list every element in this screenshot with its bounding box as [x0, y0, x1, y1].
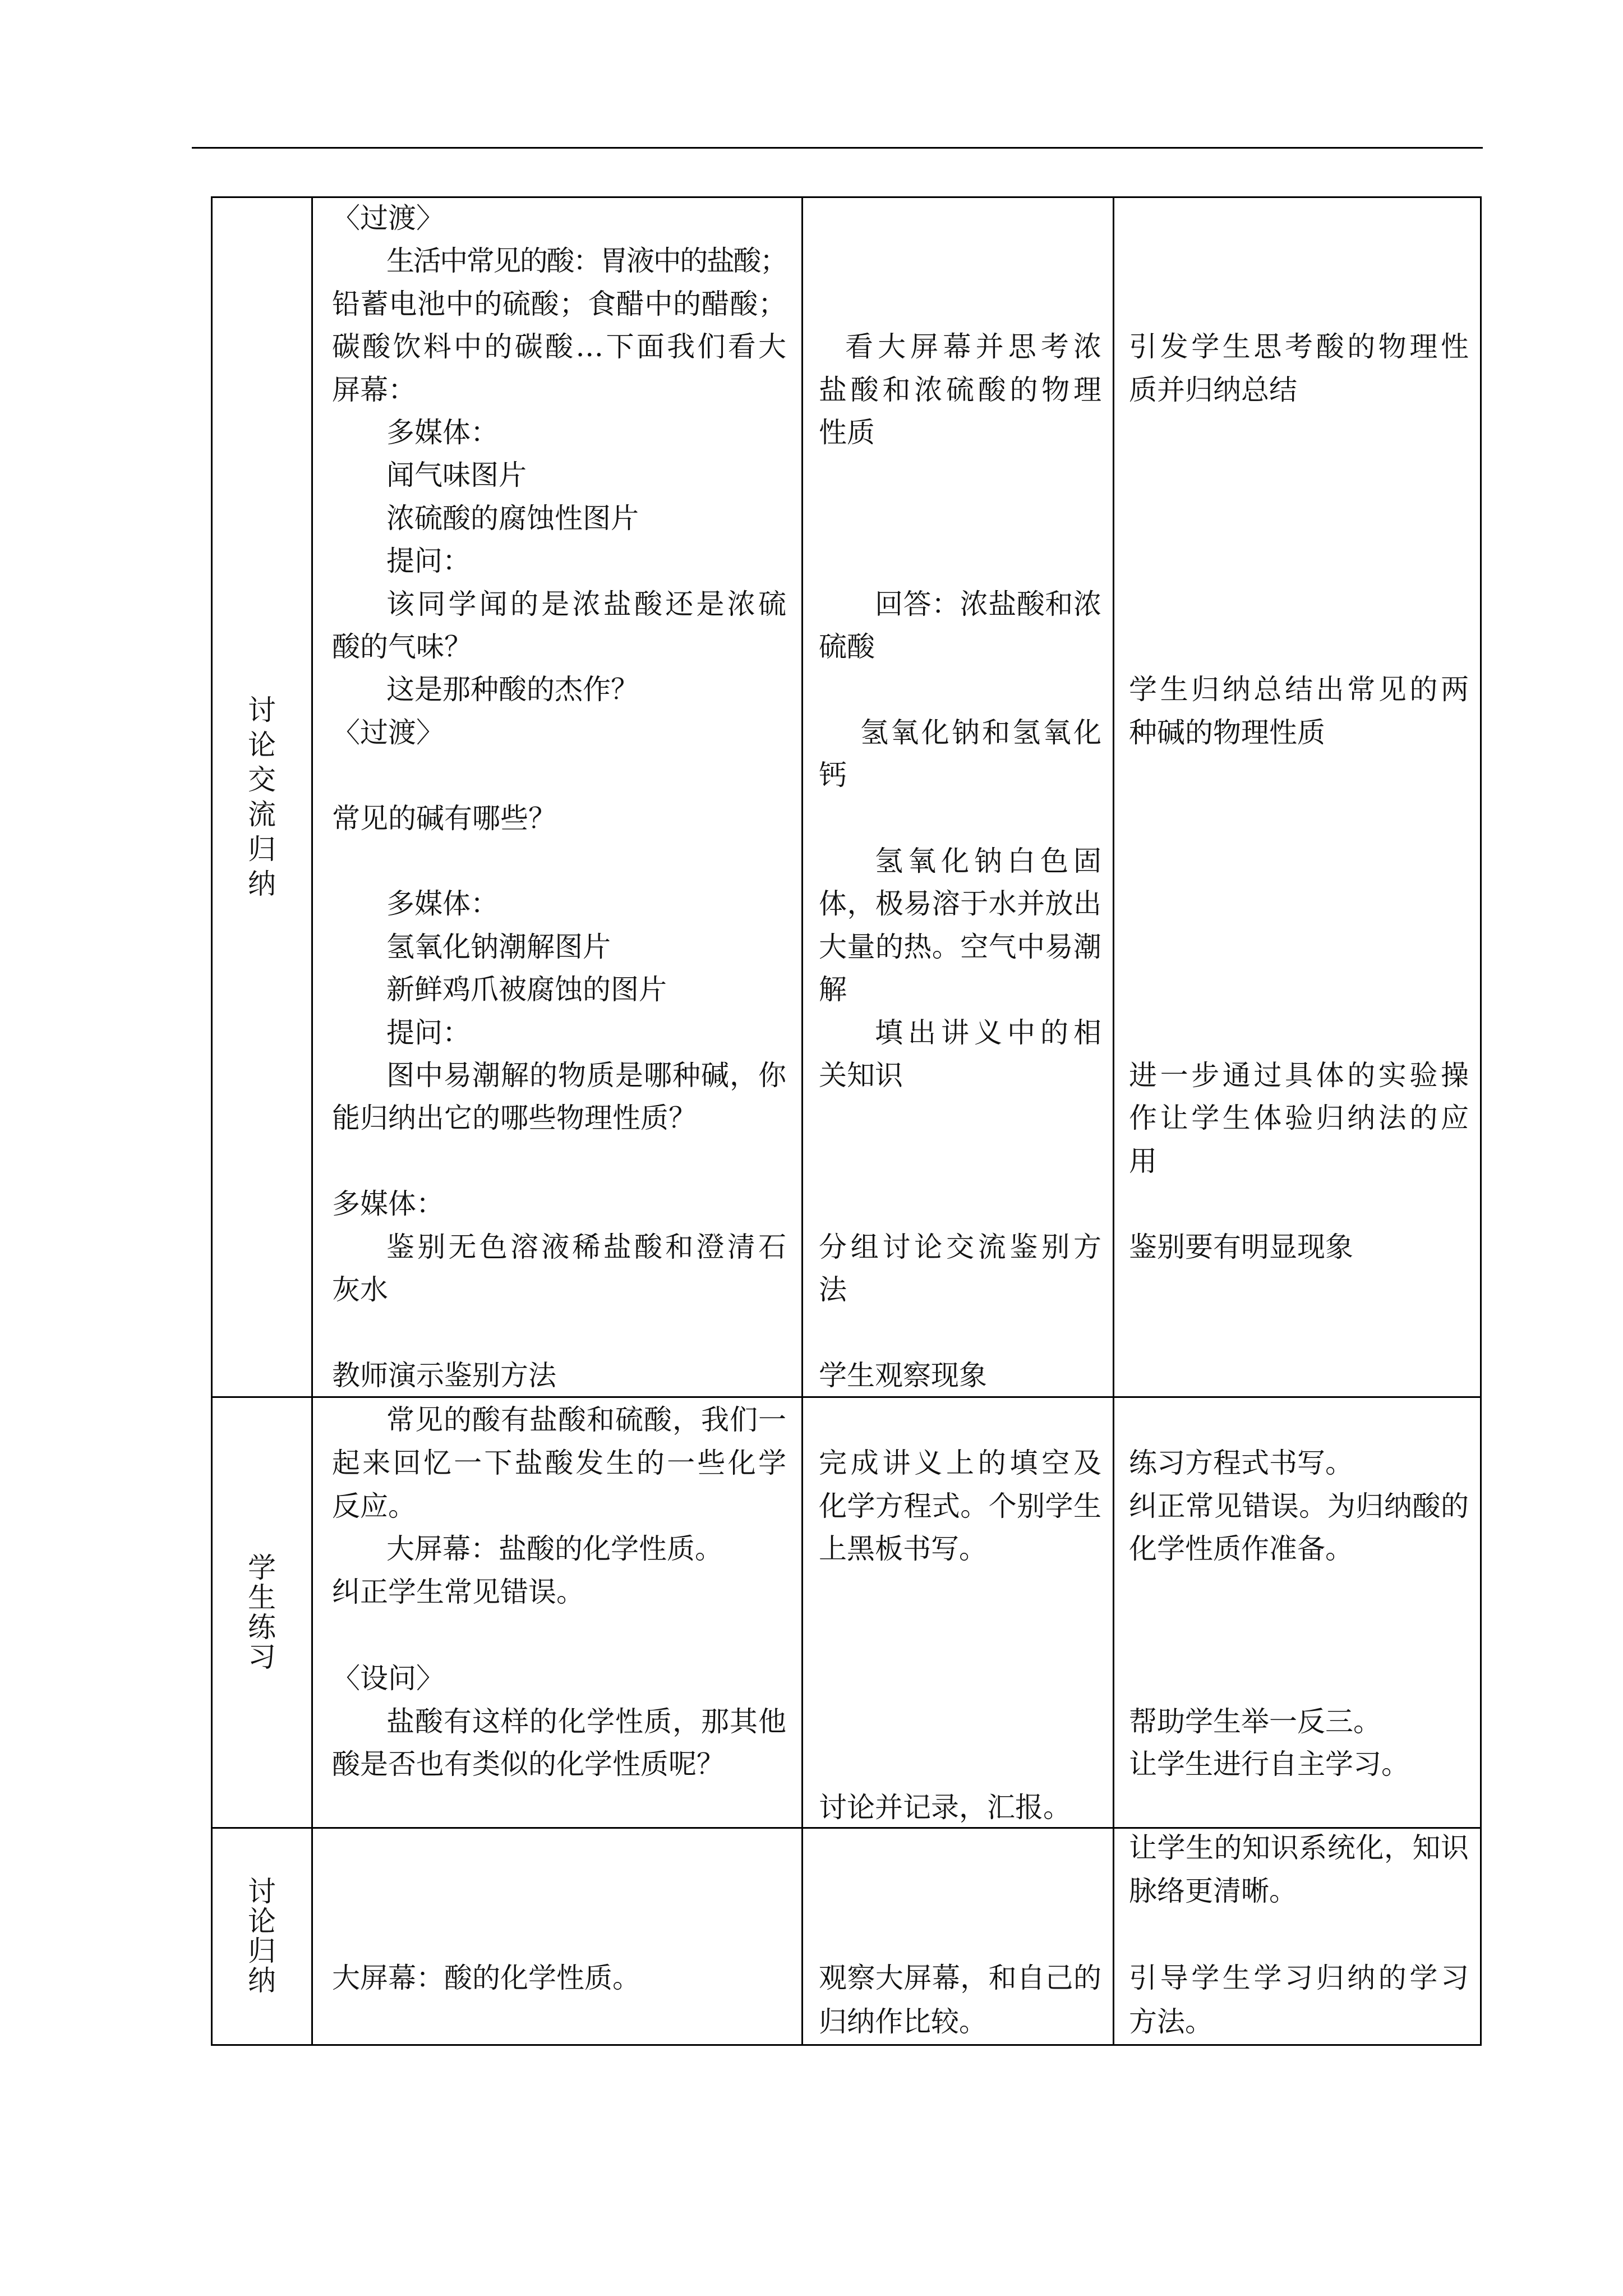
teacher-line: 灰水: [332, 1273, 388, 1306]
teacher-line: 多媒体：: [386, 416, 499, 449]
teacher-line: 盐酸有这样的化学性质，那其他: [386, 1705, 786, 1738]
student-line: 学生观察现象: [819, 1359, 987, 1392]
student-line: 回答：浓盐酸和浓: [875, 587, 1101, 620]
teacher-line: 氢氧化钠潮解图片: [386, 930, 611, 963]
teacher-line: 碳酸饮料中的碳酸…下面我们看大: [332, 330, 786, 364]
purpose-line: 用: [1129, 1144, 1157, 1177]
student-line: 盐酸和浓硫酸的物理: [819, 373, 1101, 406]
teacher-line: 浓硫酸的腐蚀性图片: [386, 501, 639, 535]
teacher-line: 该同学闻的是浓盐酸还是浓硫: [386, 587, 786, 620]
purpose-line: 让学生进行自主学习。: [1129, 1748, 1409, 1781]
student-line: 氢氧化钠和氢氧化: [860, 716, 1101, 749]
student-line: 氢氧化钠白色固: [875, 845, 1101, 877]
student-line: 完成讲义上的填空及: [819, 1446, 1101, 1479]
student-line: 化学方程式。个别学生: [819, 1489, 1101, 1522]
purpose-line: 种碱的物理性质: [1129, 716, 1325, 749]
stage-cell: [211, 1827, 313, 2046]
student-line: 法: [819, 1273, 847, 1306]
teacher-line: 〈设问〉: [332, 1662, 444, 1695]
purpose-line: 脉络更清晰。: [1129, 1875, 1297, 1908]
student-line: 分组讨论交流鉴别方: [819, 1230, 1101, 1263]
teacher-line: 新鲜鸡爪被腐蚀的图片: [386, 973, 667, 1006]
teacher-line: 鉴别无色溶液稀盐酸和澄清石: [386, 1230, 786, 1263]
teacher-line: 铅蓄电池中的硫酸；食醋中的醋酸；: [332, 287, 786, 320]
teacher-activity-cell: [311, 196, 803, 1398]
student-line: 填出讲义中的相: [875, 1016, 1101, 1049]
teacher-line: 常见的酸有盐酸和硫酸，我们一: [386, 1404, 786, 1436]
teacher-line: 闻气味图片: [386, 459, 527, 492]
stage-label: 讨论交流归纳: [248, 694, 276, 900]
purpose-line: 引发学生思考酸的物理性: [1129, 330, 1469, 364]
student-line: 看大屏幕并思考浓: [845, 330, 1101, 364]
stage-cell: [211, 1396, 313, 1829]
purpose-line: 帮助学生举一反三。: [1129, 1705, 1381, 1738]
student-line: 性质: [819, 416, 875, 449]
teacher-line: 纠正学生常见错误。: [332, 1576, 584, 1609]
purpose-line: 让学生的知识系统化，知识: [1129, 1832, 1469, 1864]
design-intent-cell: [1113, 196, 1482, 1398]
student-activity-cell: [801, 196, 1114, 1398]
teacher-line: 〈过渡〉: [332, 716, 444, 749]
purpose-line: 作让学生体验归纳法的应: [1129, 1102, 1469, 1135]
teacher-line: 多媒体：: [386, 887, 499, 921]
purpose-line: 纠正常见错误。为归纳酸的: [1129, 1489, 1469, 1522]
teacher-line: 能归纳出它的哪些物理性质？: [332, 1102, 697, 1135]
teacher-line: 大屏幕：盐酸的化学性质。: [386, 1533, 723, 1566]
student-line: 钙: [819, 759, 847, 792]
student-line: 硫酸: [819, 631, 875, 663]
teacher-line: 多媒体：: [332, 1188, 444, 1221]
student-line: 讨论并记录，汇报。: [819, 1791, 1071, 1824]
student-line: 归纳作比较。: [819, 2005, 987, 2038]
stage-label: 讨论归纳: [248, 1875, 276, 1997]
student-line: 观察大屏幕，和自己的: [819, 1962, 1101, 1995]
teacher-line: 反应。: [332, 1489, 416, 1522]
stage-cell: [211, 196, 313, 1398]
teacher-line: 提问：: [386, 545, 471, 578]
purpose-line: 练习方程式书写。: [1129, 1446, 1353, 1479]
teacher-line: 大屏幕：酸的化学性质。: [332, 1962, 640, 1995]
student-line: 解: [819, 973, 847, 1006]
purpose-line: 鉴别要有明显现象: [1129, 1230, 1353, 1263]
purpose-line: 化学性质作准备。: [1129, 1533, 1353, 1566]
header-rule: [192, 147, 1483, 149]
teacher-line: 〈过渡〉: [332, 202, 444, 234]
teacher-line: 常见的碱有哪些？: [332, 802, 556, 835]
teacher-line: 教师演示鉴别方法: [332, 1359, 556, 1392]
purpose-line: 学生归纳总结出常见的两: [1129, 673, 1469, 706]
design-intent-cell: [1113, 1827, 1482, 2046]
student-activity-cell: [801, 1396, 1114, 1829]
student-activity-cell: [801, 1827, 1114, 2046]
student-line: 大量的热。空气中易潮: [819, 930, 1101, 963]
teacher-line: 酸是否也有类似的化学性质呢？: [332, 1748, 725, 1781]
purpose-line: 方法。: [1129, 2005, 1213, 2038]
student-line: 关知识: [819, 1059, 903, 1092]
purpose-line: 进一步通过具体的实验操: [1129, 1059, 1469, 1092]
teacher-line: 酸的气味？: [332, 631, 472, 663]
teacher-line: 起来回忆一下盐酸发生的一些化学: [332, 1446, 786, 1479]
teacher-activity-cell: [311, 1396, 803, 1829]
purpose-line: 质并归纳总结: [1129, 373, 1297, 406]
student-line: 上黑板书写。: [819, 1533, 987, 1566]
teacher-activity-cell: [311, 1827, 803, 2046]
teacher-line: 这是那种酸的杰作？: [386, 673, 639, 706]
teacher-line: 生活中常见的酸：胃液中的盐酸；: [386, 245, 786, 278]
purpose-line: 引导学生学习归纳的学习: [1129, 1962, 1469, 1995]
stage-label: 学生练习: [248, 1551, 276, 1673]
student-line: 体，极易溶于水并放出: [819, 887, 1101, 921]
teacher-line: 屏幕：: [332, 373, 416, 406]
design-intent-cell: [1113, 1396, 1482, 1829]
teacher-line: 提问：: [386, 1016, 471, 1049]
teacher-line: 图中易潮解的物质是哪种碱，你: [386, 1059, 786, 1092]
